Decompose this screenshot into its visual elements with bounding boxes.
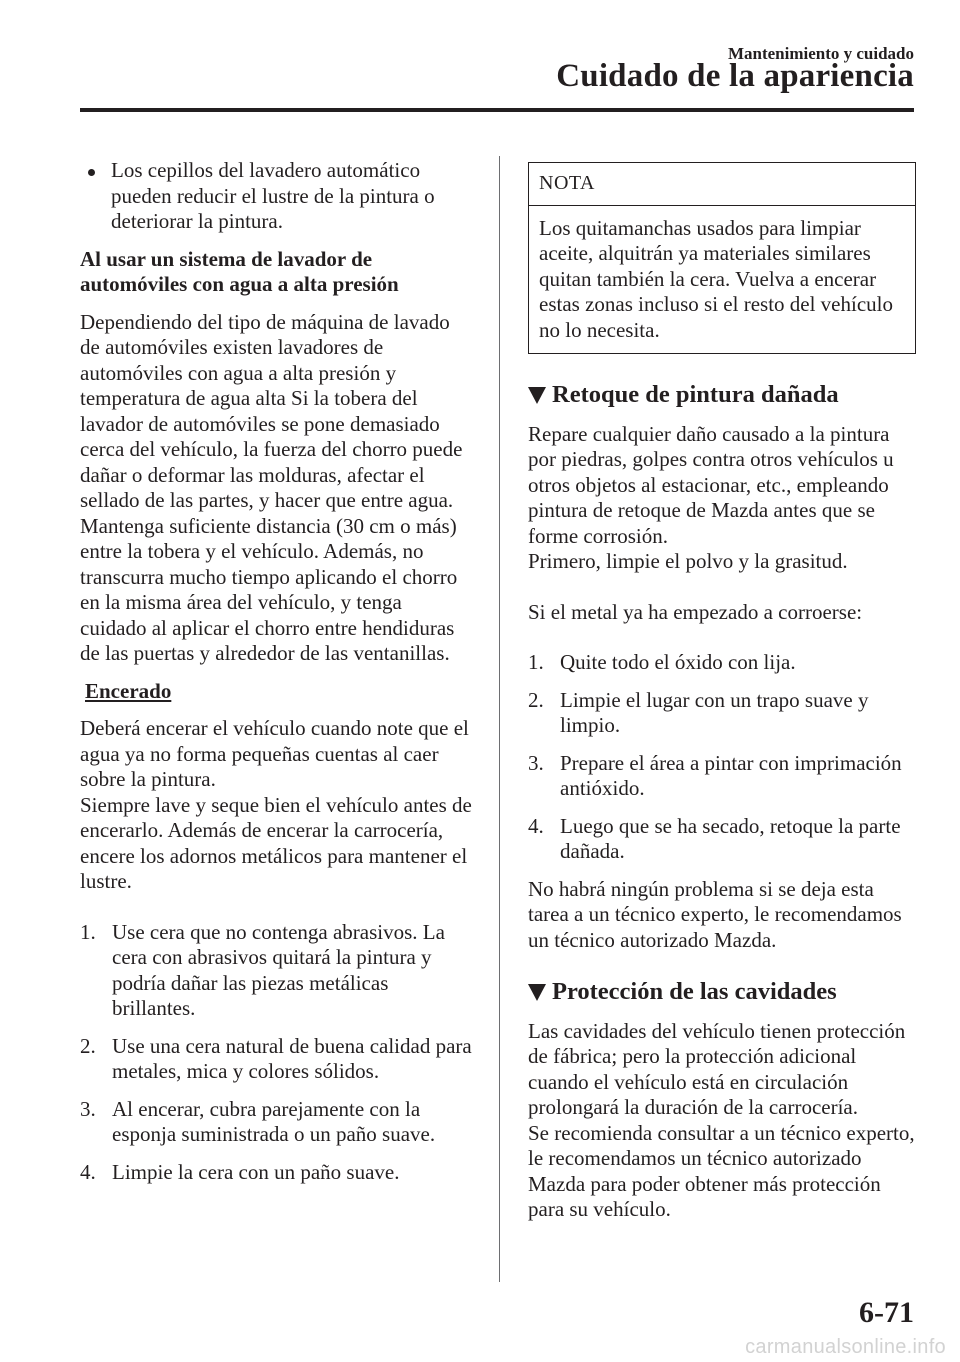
cavities-heading-text: Protección de las cavidades	[552, 978, 837, 1005]
triangle-down-icon	[528, 984, 546, 1001]
waxing-paragraph-1: Deberá encerar el vehículo cuando note que el agua ya no forma pequeñas cuentas al caer sobre la pintura.	[80, 716, 469, 791]
touchup-paragraph-3: Si el metal ya ha empezado a corroerse:	[528, 599, 863, 624]
waxing-paragraph-2: Siempre lave y seque bien el vehículo antes de encerarlo. Además de encerar la carrocería, encere los adornos metálicos para mantener el lustre.	[80, 792, 472, 893]
page-title: Cuidado de la apariencia	[556, 58, 914, 94]
note-heading: NOTA	[529, 163, 915, 206]
spacer	[80, 895, 472, 920]
spacer	[528, 625, 916, 650]
step-text: Quite todo el óxido con lija.	[560, 650, 796, 674]
note-body: Los quitamanchas usados para limpiar aceite, alquitrán ya materiales similares quitan también la cera. Vuelva a encerar estas zonas incluso si el resto del vehículo no lo necesita.	[539, 215, 893, 342]
header-section-label: Mantenimiento y cuidado	[727, 44, 914, 63]
cavities-paragraph-2: Se recomienda consultar a un técnico experto, le recomendamos un técnico autorizado Mazda para poder obtener más protección para su vehículo.	[528, 1120, 915, 1221]
step-number: 4.	[528, 813, 544, 838]
step-text: Al encerar, cubra parejamente con la esponja suministrada o un paño suave.	[112, 1096, 436, 1146]
step-number: 3.	[528, 750, 544, 775]
list-item	[80, 1034, 472, 1085]
step-text: Use cera que no contenga abrasivos. La cera con abrasivos quitará la pintura y podría dañar las piezas metálicas brillantes.	[112, 919, 445, 1020]
step-text: Limpie el lugar con un trapo suave y limpio.	[560, 687, 869, 737]
bullet-text: Los cepillos del lavadero automático pueden reducir el lustre de la pintura o deteriorar la pintura.	[111, 158, 435, 233]
step-text: Limpie la cera con un paño suave.	[112, 1159, 400, 1184]
spacer	[528, 575, 916, 600]
header-divider	[80, 108, 914, 112]
cavities-heading	[528, 979, 916, 1005]
pressure-wash-subheading: Al usar un sistema de lavador de automóviles con agua a alta presión	[80, 246, 399, 296]
bullet-item	[80, 158, 472, 235]
list-item	[528, 751, 916, 802]
step-number: 2.	[528, 687, 544, 712]
step-text: Use una cera natural de buena calidad para metales, mica y colores sólidos.	[112, 1033, 472, 1083]
touchup-steps-list	[528, 650, 916, 865]
triangle-down-icon	[528, 387, 546, 404]
pressure-wash-paragraph: Dependiendo del tipo de máquina de lavado de automóviles existen lavadores de automóviles con agua a alta presión y temperatura de agua alta Si la tobera del lavador de automóviles se pone demasiado cerca del vehículo, la fuerza del chorro puede dañar o deformar las molduras, afectar el sellado de las partes, y hacer que entre agua. Mantenga suficiente distancia (30 cm o más) entre la tobera y el vehículo. Además, no transcurra mucho tiempo aplicando el chorro en la misma área del vehículo, y tenga cuidado al aplicar el chorro entre hendiduras de las puertas y alrededor de las ventanillas.	[80, 309, 463, 665]
step-text: Luego que se ha secado, retoque la parte dañada.	[560, 813, 901, 863]
note-box	[528, 162, 916, 354]
touchup-heading	[528, 382, 916, 408]
page-number: 6-71	[859, 1296, 914, 1329]
touchup-paragraph-1: Repare cualquier daño causado a la pintura por piedras, golpes contra otros vehículos u otros objetos al estacionar, etc., empleando pintura de retoque de Mazda antes que se forme corrosión.	[528, 421, 894, 548]
touchup-closing: No habrá ningún problema si se deja esta tarea a un técnico experto, le recomendamos un técnico autorizado Mazda.	[528, 876, 902, 952]
right-column	[528, 158, 916, 1223]
step-number: 2.	[80, 1033, 96, 1058]
list-item	[528, 688, 916, 739]
watermark: carmanualsonline.info	[745, 1336, 946, 1358]
touchup-paragraph-2: Primero, limpie el polvo y la grasitud.	[528, 549, 848, 573]
list-item	[528, 650, 916, 676]
touchup-heading-text: Retoque de pintura dañada	[552, 381, 839, 408]
list-item	[80, 1160, 472, 1186]
list-item	[80, 1097, 472, 1148]
waxing-heading: Encerado	[85, 678, 172, 703]
list-item	[528, 814, 916, 865]
list-item	[80, 920, 472, 1022]
step-text: Prepare el área a pintar con imprimación antióxido.	[560, 750, 902, 800]
waxing-steps-list	[80, 920, 472, 1186]
step-number: 4.	[80, 1159, 96, 1184]
step-number: 1.	[80, 919, 96, 944]
column-divider	[499, 156, 500, 1282]
left-column	[80, 158, 472, 1197]
step-number: 1.	[528, 650, 544, 674]
step-number: 3.	[80, 1096, 96, 1121]
bullet-dot-icon	[88, 169, 95, 176]
cavities-paragraph-1: Las cavidades del vehículo tienen protección de fábrica; pero la protección adicional cuando el vehículo está en circulación prolongará la duración de la carrocería.	[528, 1018, 906, 1119]
